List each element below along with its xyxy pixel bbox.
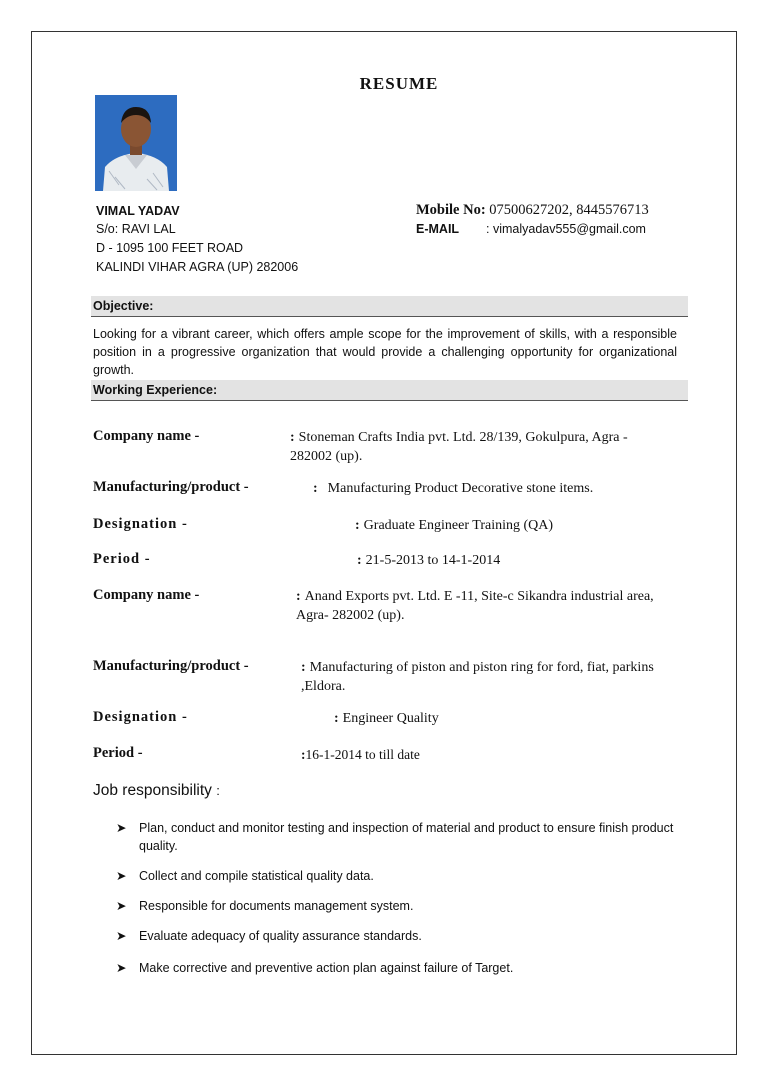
company-1-value-row: : Stoneman Crafts India pvt. Ltd. 28/139, Gokulpura, Agra - 282002 (up).: [290, 430, 628, 464]
arrow-bullet-icon: ➤: [116, 899, 127, 913]
designation-1-label: Designation -: [93, 516, 188, 532]
designation-1-value: Graduate Engineer Training (QA): [363, 518, 554, 533]
arrow-bullet-icon: ➤: [116, 929, 127, 943]
period-2-label: Period -: [93, 745, 143, 761]
company-2-label: Company name -: [93, 587, 200, 603]
address-line-1: D - 1095 100 FEET ROAD: [96, 241, 244, 255]
father-name: S/o: RAVI LAL: [96, 222, 176, 236]
responsibility-heading-row: [93, 782, 220, 800]
arrow-bullet-icon: ➤: [116, 961, 127, 975]
mobile-line: [416, 202, 649, 219]
period-2-value-row: :16-1-2014 to till date: [301, 747, 420, 762]
responsibility-heading-colon: :: [216, 783, 220, 798]
objective-text: Looking for a vibrant career, which offers ample scope for the improvement of skills, with a responsible position in a progressive organization that would provide a challenging opportunity for organizational growth.: [93, 327, 677, 377]
arrow-bullet-icon: ➤: [116, 821, 127, 835]
responsibility-heading: Job responsibility: [93, 782, 212, 799]
experience-heading: Working Experience:: [91, 380, 688, 401]
designation-2-value-row: : Engineer Quality: [334, 711, 439, 726]
product-1-value-row: : Manufacturing Product Decorative stone items.: [313, 481, 594, 496]
profile-photo: [95, 95, 177, 191]
period-1-label: Period -: [93, 551, 151, 567]
product-2-value-row: : Manufacturing of piston and piston ring for ford, fiat, parkins ,Eldora.: [301, 660, 654, 694]
resume-title: RESUME: [359, 74, 439, 93]
mobile-label: Mobile No:: [416, 202, 486, 218]
designation-1-value-row: : Graduate Engineer Training (QA): [355, 518, 554, 533]
designation-2-value: Engineer Quality: [342, 711, 439, 726]
objective-heading: Objective:: [91, 296, 688, 317]
period-1-value: 21-5-2013 to 14-1-2014: [365, 553, 501, 568]
period-1-value-row: : 21-5-2013 to 14-1-2014: [357, 553, 501, 568]
company-2-value: Anand Exports pvt. Ltd. E -11, Site-c Sikandra industrial area, Agra- 282002 (up).: [296, 589, 654, 623]
period-2-value: 16-1-2014 to till date: [305, 747, 420, 762]
product-1-value: Manufacturing Product Decorative stone items.: [327, 481, 594, 496]
email-value: : vimalyadav555@gmail.com: [486, 222, 646, 236]
product-2-value: Manufacturing of piston and piston ring for ford, fiat, parkins ,Eldora.: [301, 660, 654, 694]
mobile-value: 07500627202, 8445576713: [489, 202, 649, 218]
company-1-label: Company name -: [93, 428, 200, 444]
email-label: E-MAIL: [416, 222, 460, 236]
designation-2-label: Designation -: [93, 709, 188, 725]
product-1-label: Manufacturing/product -: [93, 479, 249, 495]
candidate-name: VIMAL YADAV: [96, 204, 180, 218]
company-1-value: Stoneman Crafts India pvt. Ltd. 28/139, Gokulpura, Agra - 282002 (up).: [290, 430, 628, 464]
arrow-bullet-icon: ➤: [116, 869, 127, 883]
company-2-value-row: : Anand Exports pvt. Ltd. E -11, Site-c Sikandra industrial area, Agra- 282002 (up).: [296, 589, 654, 623]
address-line-2: KALINDI VIHAR AGRA (UP) 282006: [96, 260, 299, 274]
product-2-label: Manufacturing/product -: [93, 658, 249, 674]
